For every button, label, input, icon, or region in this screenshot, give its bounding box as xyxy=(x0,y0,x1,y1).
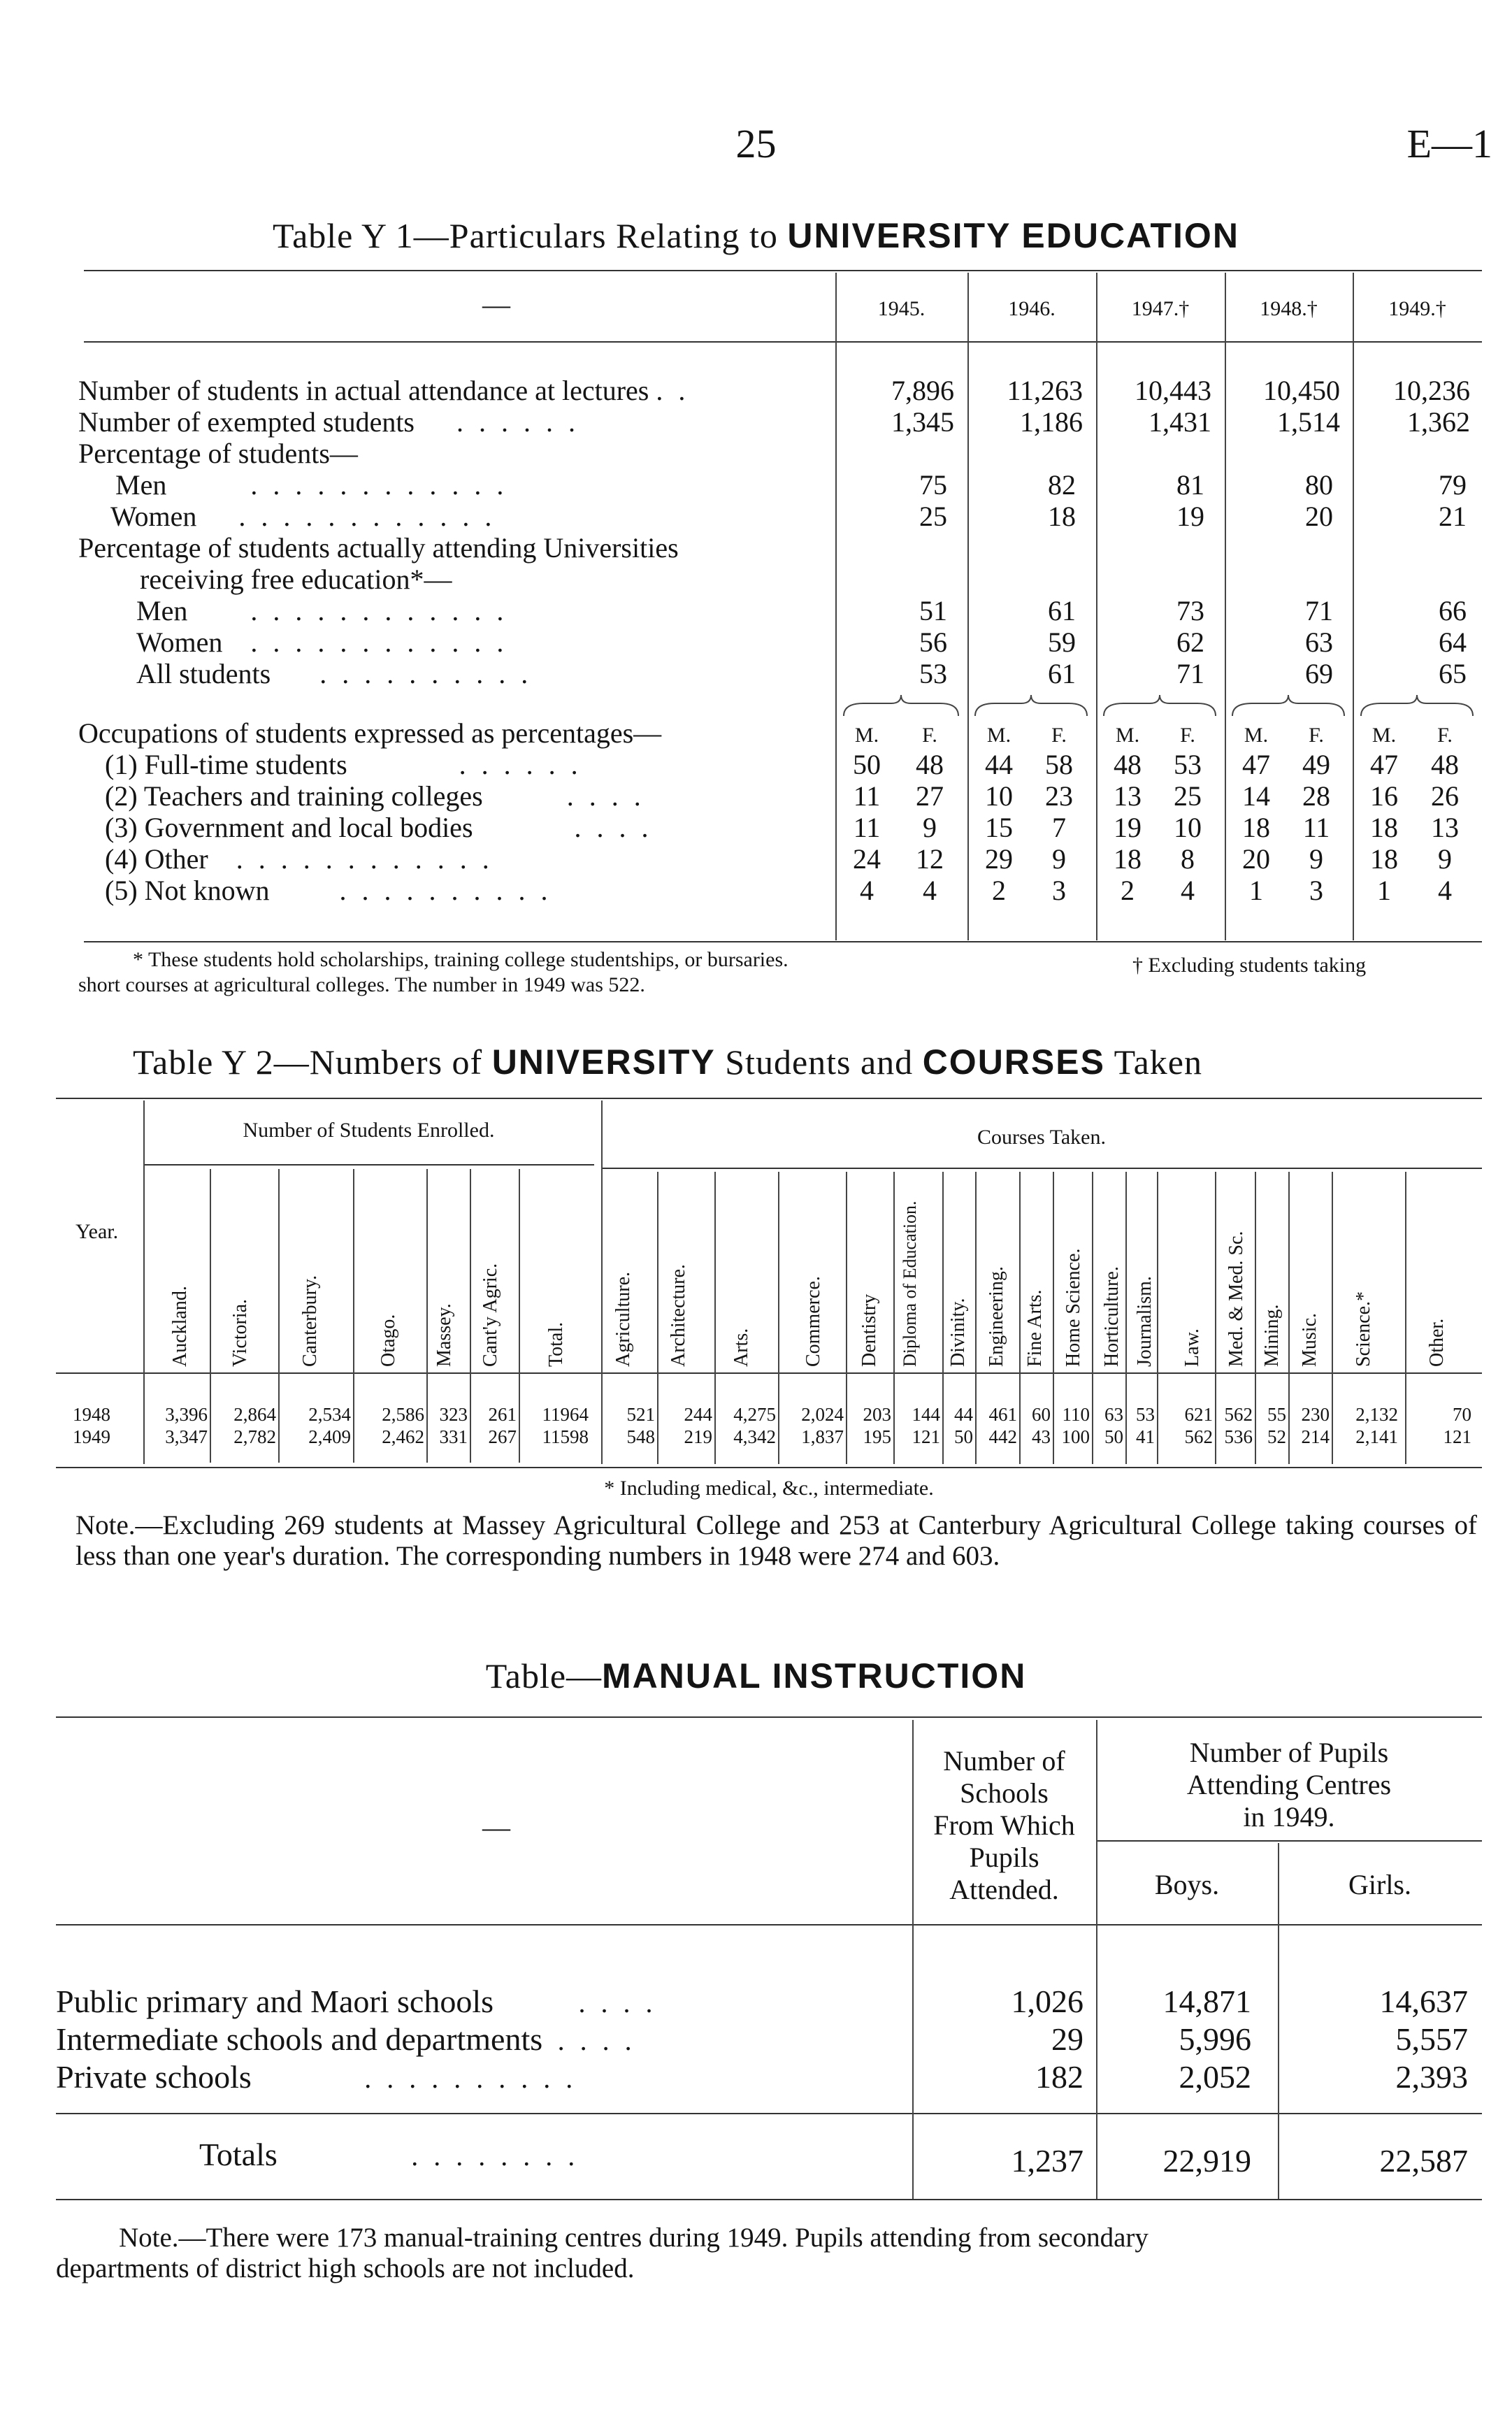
table1-year-header: 1945. xyxy=(877,297,926,320)
occ-cell: 13 xyxy=(1114,780,1142,812)
value-cell: 62 xyxy=(1176,626,1204,658)
occ-cell: 29 xyxy=(985,843,1013,875)
mf-brace xyxy=(1232,695,1344,716)
occ-cell: 3 xyxy=(1052,875,1066,906)
row-label: Intermediate schools and departments . . . . xyxy=(56,2021,636,2057)
occ-cell: 9 xyxy=(923,812,937,843)
value-cell: 65 xyxy=(1439,658,1467,689)
enrolled-cell: 2,409 xyxy=(308,1426,351,1447)
col-header-law: Law. xyxy=(1181,1328,1203,1367)
value-cell: 59 xyxy=(1048,626,1076,658)
occ-cell: 11 xyxy=(853,780,881,812)
schools-cell: 1,026 xyxy=(1011,1984,1083,2019)
col-header-divinity: Divinity. xyxy=(947,1298,969,1367)
table2-bottom-rule xyxy=(56,1467,1482,1468)
table3-bottom-rule xyxy=(56,2199,1482,2200)
girls-cell: 14,637 xyxy=(1379,1984,1468,2019)
page-code: E—1 xyxy=(1406,121,1492,166)
table3-header-rule xyxy=(56,1924,1482,1925)
occ-cell: 27 xyxy=(916,780,944,812)
occ-cell: 48 xyxy=(916,749,944,780)
occ-cell: 4 xyxy=(860,875,874,906)
row-label: Women . . . . . . . . . . . . xyxy=(136,626,508,658)
occ-cell: 2 xyxy=(992,875,1006,906)
row-label: (2) Teachers and training colleges . . . . xyxy=(105,780,645,812)
course-cell: 121 xyxy=(912,1426,940,1447)
table1-year-header: 1946. xyxy=(1008,297,1056,320)
table2-enrolled-rule xyxy=(143,1164,594,1166)
occ-cell: 18 xyxy=(1242,812,1270,843)
value-cell: 10,443 xyxy=(1135,375,1211,406)
value-cell: 10,236 xyxy=(1393,375,1470,406)
row-label: receiving free education*— xyxy=(140,564,452,595)
occ-cell: 4 xyxy=(1181,875,1195,906)
table2-top-rule xyxy=(56,1098,1482,1099)
enrolled-cell: 2,586 xyxy=(382,1404,424,1425)
occ-cell: 28 xyxy=(1302,780,1330,812)
value-cell: 1,345 xyxy=(891,406,954,438)
male-header: M. xyxy=(1371,724,1397,747)
value-cell: 79 xyxy=(1439,469,1467,501)
value-cell: 63 xyxy=(1305,626,1333,658)
course-cell: 43 xyxy=(1032,1426,1051,1447)
table3-pupils-rule xyxy=(1096,1840,1482,1842)
value-cell: 66 xyxy=(1439,595,1467,626)
course-cell: 562 xyxy=(1184,1426,1213,1447)
value-cell: 75 xyxy=(919,469,947,501)
row-label: Men . . . . . . . . . . . . xyxy=(115,469,508,501)
course-cell: 121 xyxy=(1443,1426,1471,1447)
table1-title: Table Y 1—Particulars Relating to UNIVERSITY EDUCATION xyxy=(273,216,1239,255)
course-cell: 548 xyxy=(626,1426,655,1447)
row-year: 1949 xyxy=(73,1426,110,1447)
col-header-journalism: Journalism. xyxy=(1134,1276,1155,1367)
occ-cell: 9 xyxy=(1438,843,1452,875)
course-cell: 100 xyxy=(1061,1426,1090,1447)
row-label: Number of exempted students . . . . . . xyxy=(78,406,579,438)
col-header-home-science: Home Science. xyxy=(1063,1248,1084,1367)
occ-cell: 58 xyxy=(1045,749,1073,780)
occ-cell: 44 xyxy=(985,749,1013,780)
value-cell: 71 xyxy=(1176,658,1204,689)
mf-brace xyxy=(1361,695,1473,716)
female-header: F. xyxy=(1309,724,1324,747)
enrolled-cell: 11598 xyxy=(542,1426,589,1447)
course-cell: 521 xyxy=(626,1404,655,1425)
girls-cell: 5,557 xyxy=(1395,2021,1468,2057)
table3-top-rule xyxy=(56,1716,1482,1718)
value-cell: 10,450 xyxy=(1263,375,1340,406)
schools-header: Number of Schools From Which Pupils Attended. xyxy=(933,1745,1075,1905)
course-cell: 461 xyxy=(988,1404,1017,1425)
table1-dash-header: — xyxy=(482,289,510,320)
col-header-med-sc: Med. & Med. Sc. xyxy=(1225,1231,1247,1367)
occ-cell: 19 xyxy=(1114,812,1142,843)
male-header: M. xyxy=(1115,724,1140,747)
course-cell: 2,024 xyxy=(801,1404,844,1425)
value-cell: 20 xyxy=(1305,501,1333,532)
table1-footnote: * These students hold scholarships, training college studentships, or bursaries. xyxy=(133,948,789,971)
col-header-canterbury: Canterbury. xyxy=(299,1275,321,1367)
table1-bottom-rule xyxy=(84,941,1482,942)
course-cell: 50 xyxy=(1104,1426,1123,1447)
occ-cell: 18 xyxy=(1370,843,1398,875)
table3-dash-header: — xyxy=(482,1812,510,1843)
value-cell: 11,263 xyxy=(1007,375,1083,406)
col-header-dentistry: Dentistry xyxy=(858,1293,880,1367)
course-cell: 4,342 xyxy=(733,1426,776,1447)
course-cell: 55 xyxy=(1267,1404,1286,1425)
course-cell: 144 xyxy=(912,1404,940,1425)
value-cell: 82 xyxy=(1048,469,1076,501)
course-cell: 52 xyxy=(1267,1426,1286,1447)
course-cell: 70 xyxy=(1453,1404,1471,1425)
occ-cell: 47 xyxy=(1242,749,1270,780)
enrolled-cell: 331 xyxy=(439,1426,468,1447)
occ-cell: 24 xyxy=(853,843,881,875)
value-cell: 51 xyxy=(919,595,947,626)
enrolled-cell: 2,864 xyxy=(233,1404,276,1425)
course-cell: 1,837 xyxy=(801,1426,844,1447)
value-cell: 1,186 xyxy=(1020,406,1083,438)
occ-cell: 10 xyxy=(985,780,1013,812)
row-label: (4) Other . . . . . . . . . . . . xyxy=(105,843,494,875)
row-label: (3) Government and local bodies . . . . xyxy=(105,812,653,843)
occ-cell: 25 xyxy=(1174,780,1202,812)
value-cell: 73 xyxy=(1176,595,1204,626)
occ-cell: 48 xyxy=(1431,749,1459,780)
occ-cell: 26 xyxy=(1431,780,1459,812)
value-cell: 18 xyxy=(1048,501,1076,532)
female-header: F. xyxy=(1180,724,1195,747)
boys-cell: 2,052 xyxy=(1179,2059,1251,2095)
row-label: Percentage of students— xyxy=(78,438,358,469)
courses-header: Courses Taken. xyxy=(977,1126,1106,1149)
mf-brace-group xyxy=(835,694,1482,719)
male-header: M. xyxy=(986,724,1011,747)
course-cell: 53 xyxy=(1136,1404,1155,1425)
table1-year-header: 1947.† xyxy=(1131,297,1190,320)
table1-year-header: 1949.† xyxy=(1388,297,1446,320)
table3-title: Table—MANUAL INSTRUCTION xyxy=(485,1656,1027,1695)
occ-cell: 4 xyxy=(1438,875,1452,906)
boys-cell: 5,996 xyxy=(1179,2021,1251,2057)
course-cell: 203 xyxy=(863,1404,891,1425)
row-label: Men . . . . . . . . . . . . xyxy=(136,595,508,626)
course-cell: 60 xyxy=(1032,1404,1051,1425)
enrolled-cell: 267 xyxy=(488,1426,517,1447)
table2-header-rule xyxy=(56,1372,1482,1374)
row-label: (1) Full-time students . . . . . . xyxy=(105,749,582,780)
value-cell: 64 xyxy=(1439,626,1467,658)
course-cell: 536 xyxy=(1224,1426,1253,1447)
value-cell: 81 xyxy=(1176,469,1204,501)
table1-header-rule xyxy=(84,341,1482,343)
table2-courses-rule xyxy=(601,1168,1482,1169)
occ-cell: 9 xyxy=(1309,843,1323,875)
girls-header: Girls. xyxy=(1348,1869,1411,1900)
enrolled-cell: 261 xyxy=(488,1404,517,1425)
mf-brace xyxy=(1104,695,1216,716)
occ-cell: 13 xyxy=(1431,812,1459,843)
occ-cell: 18 xyxy=(1114,843,1142,875)
value-cell: 61 xyxy=(1048,595,1076,626)
occ-cell: 1 xyxy=(1377,875,1391,906)
table3-note-line2: departments of district high schools are not included. xyxy=(56,2253,635,2283)
occ-cell: 14 xyxy=(1242,780,1270,812)
row-label: All students . . . . . . . . . . xyxy=(136,658,533,689)
table1-footnote: short courses at agricultural colleges. The number in 1949 was 522. xyxy=(78,973,645,996)
occ-cell: 11 xyxy=(853,812,881,843)
schools-cell: 29 xyxy=(1051,2021,1083,2057)
value-cell: 69 xyxy=(1305,658,1333,689)
col-header-auckland: Auckland. xyxy=(169,1286,191,1367)
row-label: (5) Not known . . . . . . . . . . xyxy=(105,875,552,906)
course-cell: 230 xyxy=(1301,1404,1330,1425)
course-cell: 244 xyxy=(684,1404,712,1425)
enrolled-cell: 3,396 xyxy=(165,1404,208,1425)
male-header: M. xyxy=(854,724,879,747)
row-label: Private schools . . . . . . . . . . xyxy=(56,2059,577,2095)
col-header-engineering: Engineering. xyxy=(986,1266,1007,1367)
col-header-horticulture: Horticulture. xyxy=(1101,1266,1123,1367)
occ-cell: 4 xyxy=(923,875,937,906)
table1-year-header: 1948.† xyxy=(1260,297,1318,320)
value-cell: 1,431 xyxy=(1149,406,1211,438)
col-header-massey: Massey. xyxy=(433,1303,455,1367)
occ-cell: 16 xyxy=(1370,780,1398,812)
occ-cell: 11 xyxy=(1302,812,1330,843)
row-label: Occupations of students expressed as percentages— xyxy=(78,717,662,749)
occ-cell: 3 xyxy=(1309,875,1323,906)
occ-cell: 53 xyxy=(1174,749,1202,780)
male-header: M. xyxy=(1244,724,1269,747)
course-cell: 110 xyxy=(1062,1404,1090,1425)
row-label: Public primary and Maori schools . . . . xyxy=(56,1984,657,2019)
occ-cell: 7 xyxy=(1052,812,1066,843)
occ-cell: 23 xyxy=(1045,780,1073,812)
course-cell: 195 xyxy=(863,1426,891,1447)
pupils-header: Number of Pupils Attending Centres in 1949. xyxy=(1186,1737,1392,1833)
value-cell: 56 xyxy=(919,626,947,658)
occ-cell: 20 xyxy=(1242,843,1270,875)
course-cell: 63 xyxy=(1104,1404,1123,1425)
female-header: F. xyxy=(1437,724,1453,747)
boys-total: 22,919 xyxy=(1162,2143,1251,2179)
occ-cell: 1 xyxy=(1249,875,1263,906)
col-header-diploma-education: Diploma of Education. xyxy=(900,1200,920,1367)
value-cell: 7,896 xyxy=(891,375,954,406)
course-cell: 621 xyxy=(1184,1404,1213,1425)
enrolled-cell: 2,782 xyxy=(233,1426,276,1447)
table1-footnote-dagger: † Excluding students taking xyxy=(1132,954,1367,977)
col-header-victoria: Victoria. xyxy=(229,1298,251,1367)
value-cell: 19 xyxy=(1176,501,1204,532)
mf-brace xyxy=(975,695,1087,716)
col-header-agriculture: Agriculture. xyxy=(612,1271,634,1367)
value-cell: 1,362 xyxy=(1407,406,1470,438)
row-year: 1948 xyxy=(73,1404,110,1425)
enrolled-cell: 2,534 xyxy=(308,1404,351,1425)
table3-note-line1: Note.—There were 173 manual-training centres during 1949. Pupils attending from secondary xyxy=(119,2223,1149,2253)
value-cell: 21 xyxy=(1439,501,1467,532)
col-header-architecture: Architecture. xyxy=(668,1264,689,1367)
girls-cell: 2,393 xyxy=(1395,2059,1468,2095)
value-cell: 80 xyxy=(1305,469,1333,501)
enrolled-cell: 323 xyxy=(439,1404,468,1425)
value-cell: 61 xyxy=(1048,658,1076,689)
female-header: F. xyxy=(1051,724,1067,747)
col-header-canty-agric: Cant'y Agric. xyxy=(480,1263,501,1367)
table2-title: Table Y 2—Numbers of UNIVERSITY Students and COURSES Taken xyxy=(133,1042,1202,1082)
occ-cell: 12 xyxy=(916,843,944,875)
year-header: Year. xyxy=(75,1220,119,1243)
table1-top-rule xyxy=(84,270,1482,271)
occ-cell: 2 xyxy=(1121,875,1135,906)
col-header-science: Science.* xyxy=(1353,1291,1374,1367)
table2-note: Note.—Excluding 269 students at Massey Agricultural College and 253 at Canterbury Agricultural College taking courses of less than one year's duration. The corresponding numbers in 1948 were 274 and 603. xyxy=(75,1510,1477,1571)
course-cell: 41 xyxy=(1136,1426,1155,1447)
female-header: F. xyxy=(922,724,937,747)
col-header-other: Other. xyxy=(1426,1318,1448,1367)
occ-cell: 47 xyxy=(1370,749,1398,780)
course-cell: 4,275 xyxy=(733,1404,776,1425)
course-cell: 44 xyxy=(954,1404,973,1425)
occ-cell: 50 xyxy=(853,749,881,780)
occ-cell: 10 xyxy=(1174,812,1202,843)
occ-cell: 9 xyxy=(1052,843,1066,875)
mf-brace xyxy=(844,695,958,716)
boys-cell: 14,871 xyxy=(1162,1984,1251,2019)
girls-total: 22,587 xyxy=(1379,2143,1468,2179)
occ-cell: 15 xyxy=(985,812,1013,843)
page-number: 25 xyxy=(735,121,777,166)
enrolled-cell: 2,462 xyxy=(382,1426,424,1447)
occ-cell: 18 xyxy=(1370,812,1398,843)
occ-cell: 49 xyxy=(1302,749,1330,780)
value-cell: 71 xyxy=(1305,595,1333,626)
col-header-arts: Arts. xyxy=(730,1328,752,1367)
course-cell: 2,141 xyxy=(1355,1426,1398,1447)
value-cell: 25 xyxy=(919,501,947,532)
col-header-music: Music. xyxy=(1299,1313,1320,1367)
col-header-otago: Otago. xyxy=(377,1314,399,1367)
row-label: Number of students in actual attendance at lectures . . xyxy=(78,375,690,406)
value-cell: 53 xyxy=(919,658,947,689)
row-label: Women . . . . . . . . . . . . xyxy=(110,501,496,532)
course-cell: 219 xyxy=(684,1426,712,1447)
boys-header: Boys. xyxy=(1154,1869,1220,1900)
value-cell: 1,514 xyxy=(1277,406,1340,438)
col-header-total: Total. xyxy=(545,1321,567,1367)
col-header-commerce: Commerce. xyxy=(802,1276,824,1367)
enrolled-header: Number of Students Enrolled. xyxy=(243,1119,495,1142)
occ-cell: 8 xyxy=(1181,843,1195,875)
course-cell: 214 xyxy=(1301,1426,1330,1447)
col-header-fine-arts: Fine Arts. xyxy=(1024,1289,1046,1367)
table3-total-rule xyxy=(56,2113,1482,2114)
course-cell: 442 xyxy=(988,1426,1017,1447)
schools-cell: 182 xyxy=(1035,2059,1083,2095)
col-header-mining: Mining. xyxy=(1261,1304,1283,1367)
course-cell: 50 xyxy=(954,1426,973,1447)
table2-footnote: * Including medical, &c., intermediate. xyxy=(604,1477,934,1500)
enrolled-cell: 3,347 xyxy=(165,1426,208,1447)
occ-cell: 48 xyxy=(1114,749,1142,780)
totals-label: Totals . . . . . . . . xyxy=(199,2137,579,2172)
course-cell: 2,132 xyxy=(1355,1404,1398,1425)
row-label: Percentage of students actually attending Universities xyxy=(78,532,679,564)
schools-total: 1,237 xyxy=(1011,2143,1083,2179)
enrolled-cell: 11964 xyxy=(542,1404,589,1425)
course-cell: 562 xyxy=(1224,1404,1253,1425)
